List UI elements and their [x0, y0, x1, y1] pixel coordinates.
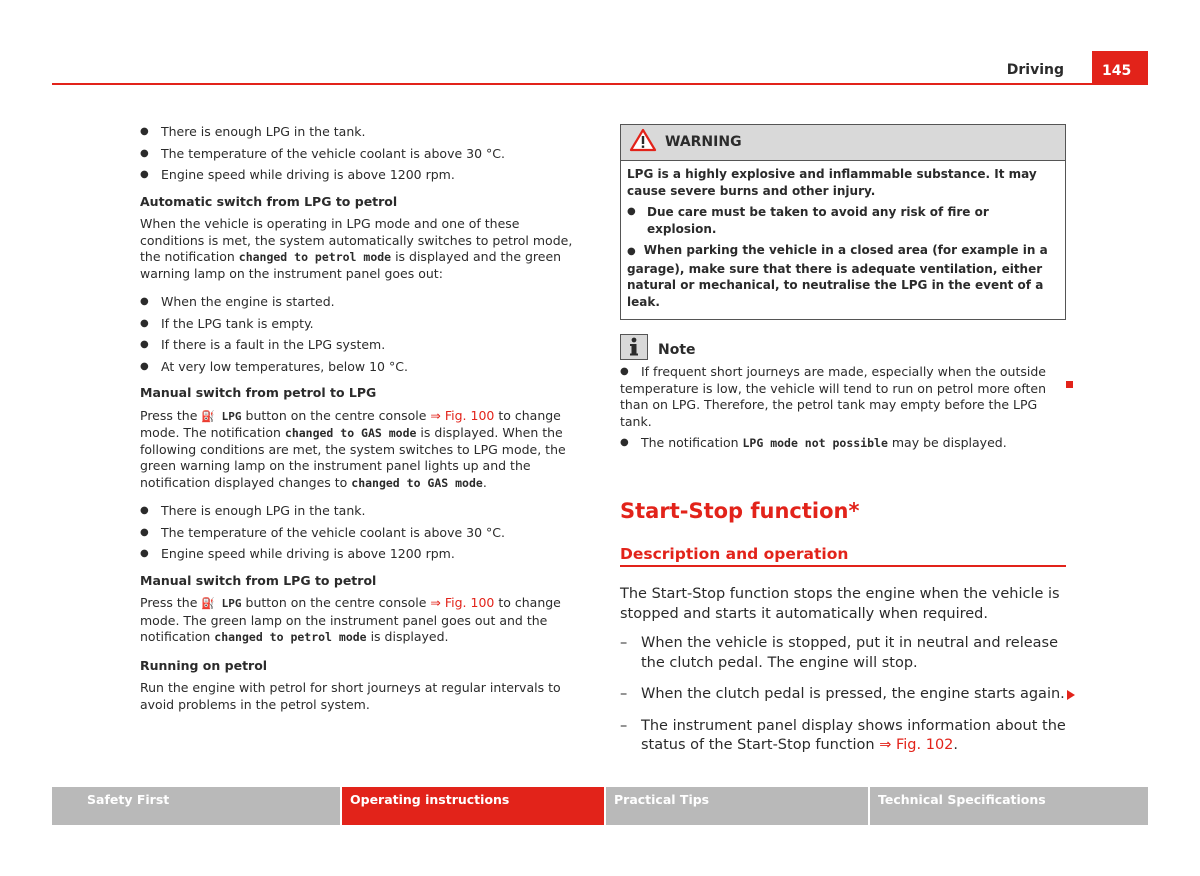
section-end-marker	[1066, 381, 1073, 388]
running-on-petrol-paragraph: Run the engine with petrol for short journeys at regular intervals to avoid problems in the petrol system.	[140, 680, 561, 712]
list-item: ● At very low temperatures, below 10 °C.	[140, 359, 582, 376]
tab-technical-specifications[interactable]: Technical Specifications	[870, 787, 1148, 825]
footer-nav	[52, 787, 1148, 825]
list-item: – The instrument panel display shows information about the status of the Start-Stop function ⇒ Fig. 102.	[620, 717, 1066, 756]
note-box	[620, 334, 1066, 452]
start-stop-steps	[620, 634, 1066, 756]
conditions-list-1	[140, 124, 582, 184]
note-title: Note	[658, 341, 696, 358]
lpg-to-petrol-paragraph: Press the ⛽ LPG button on the centre console ⇒ Fig. 100 to change mode. The green lamp on the instrument panel goes out and the notification changed to petrol mode is displayed.	[140, 595, 561, 644]
auto-switch-heading: Automatic switch from LPG to petrol	[140, 193, 398, 209]
warning-triangle-icon	[629, 128, 657, 157]
warning-box	[620, 124, 1066, 320]
auto-switch-paragraph: When the vehicle is operating in LPG mode and one of these conditions is met, the system automatically switches to petrol mode, the notification changed to petrol mode is displayed and the green warning lamp on the instrument panel goes out:	[140, 216, 573, 281]
list-item: ● The temperature of the vehicle coolant is above 30 °C.	[140, 146, 582, 163]
petrol-to-lpg-heading: Manual switch from petrol to LPG	[140, 385, 377, 400]
tab-safety-first[interactable]: Safety First	[52, 787, 340, 825]
petrol-to-lpg-paragraph: Press the ⛽ LPG button on the centre console ⇒ Fig. 100 to change mode. The notification changed to GAS mode is displayed. When the following conditions are met, the system switches to LPG mode, the green warning lamp on the instrument panel lights up and the notification displayed changes to changed to GAS mode.	[140, 407, 566, 490]
fig-102-link[interactable]: ⇒ Fig. 102	[879, 737, 954, 753]
list-item: ● There is enough LPG in the tank.	[140, 124, 582, 141]
section-title: Driving	[1006, 62, 1064, 78]
fig-100-link[interactable]: ⇒ Fig. 100	[430, 595, 495, 610]
list-item: ● The temperature of the vehicle coolant is above 30 °C.	[140, 525, 582, 542]
list-item: ● Engine speed while driving is above 1200 rpm.	[140, 546, 582, 563]
page-number: 145	[1092, 51, 1148, 85]
list-item: – When the clutch pedal is pressed, the engine starts again.	[620, 685, 1066, 705]
continue-arrow-icon	[1067, 690, 1075, 700]
warning-title: WARNING	[665, 134, 742, 151]
list-item: ● Engine speed while driving is above 1200 rpm.	[140, 167, 582, 184]
list-item: ● If there is a fault in the LPG system.	[140, 337, 582, 354]
warning-item: ● Due care must be taken to avoid any risk of fire or explosion.	[627, 205, 989, 236]
lpg-button-icon: ⛽ LPG	[201, 597, 242, 610]
warning-header	[621, 125, 1065, 161]
info-icon	[620, 334, 648, 360]
list-item: ● The notification LPG mode not possible may be displayed.	[620, 435, 1066, 452]
header-rule	[52, 83, 1148, 85]
list-item: ● When the engine is started.	[140, 294, 582, 311]
start-stop-intro: The Start-Stop function stops the engine when the vehicle is stopped and starts it automatically when required.	[620, 586, 1060, 622]
right-column	[620, 124, 1066, 768]
list-item: ● If the LPG tank is empty.	[140, 316, 582, 333]
note-header	[620, 334, 1066, 360]
running-on-petrol-heading: Running on petrol	[140, 657, 268, 673]
tab-practical-tips[interactable]: Practical Tips	[606, 787, 868, 825]
lpg-button-icon: ⛽ LPG	[201, 409, 242, 423]
left-column	[140, 124, 582, 725]
list-item: ● If frequent short journeys are made, especially when the outside temperature is low, the vehicle will tend to run on petrol more often than on LPG. Therefore, the petrol tank may empty before the LPG tank.	[620, 364, 1066, 430]
list-item: – When the vehicle is stopped, put it in neutral and release the clutch pedal. The engine will stop.	[620, 634, 1066, 673]
list-item: ● There is enough LPG in the tank.	[140, 503, 582, 520]
note-list	[620, 364, 1066, 452]
warning-body	[621, 161, 1065, 319]
conditions-list-3	[140, 503, 582, 563]
conditions-list-2	[140, 294, 582, 375]
warning-item: ● When parking the vehicle in a closed area (for example in a garage), make sure that there is adequate ventilation, either natural or mechanical, to neutralise the LPG in the event of a leak.	[627, 243, 1048, 309]
tab-operating-instructions[interactable]: Operating instructions	[342, 787, 604, 825]
start-stop-title: Start-Stop function*	[620, 498, 860, 523]
start-stop-body	[620, 585, 1066, 756]
fig-100-link[interactable]: ⇒ Fig. 100	[430, 407, 495, 423]
description-subtitle: Description and operation	[620, 546, 1066, 568]
lpg-to-petrol-heading: Manual switch from LPG to petrol	[140, 572, 377, 588]
warning-intro: LPG is a highly explosive and inflammable substance. It may cause severe burns and other injury.	[627, 167, 1037, 198]
